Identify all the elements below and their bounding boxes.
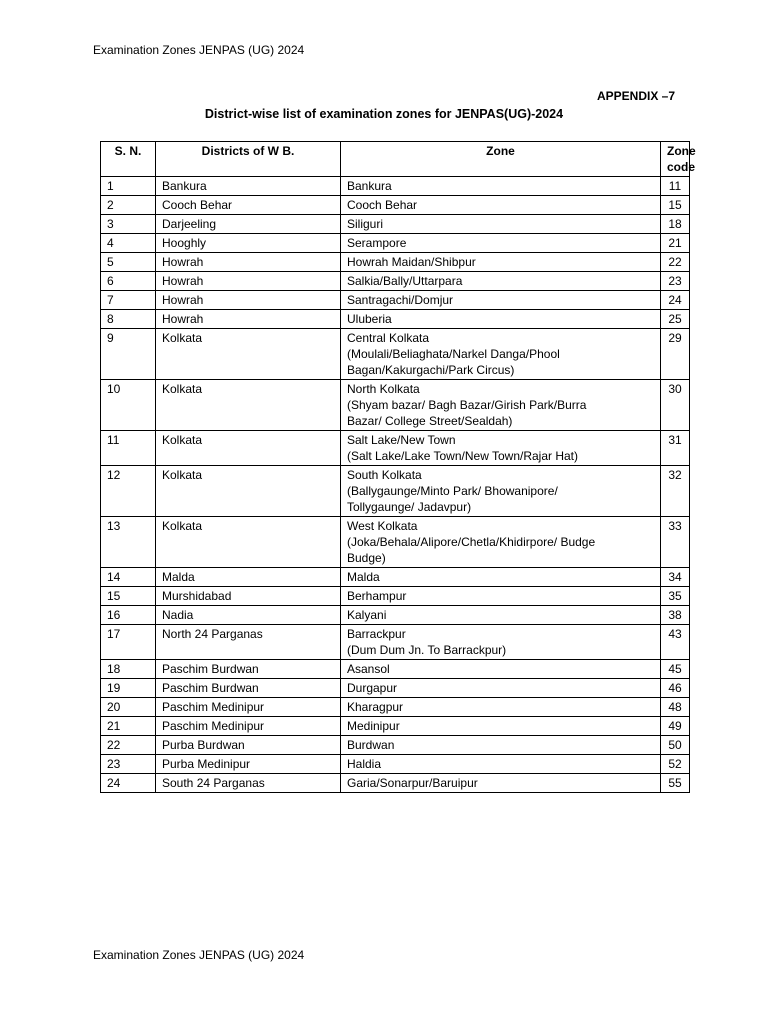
table-row	[101, 380, 690, 431]
zone-line: Berhampur	[347, 589, 407, 603]
table-row	[101, 755, 690, 774]
cell-zone-code: 15	[661, 196, 690, 215]
cell-zone-code: 46	[661, 679, 690, 698]
column-header-zone-code-line2: code	[667, 160, 696, 174]
cell-zone	[341, 234, 661, 253]
table-row	[101, 606, 690, 625]
cell-district: Kolkata	[156, 380, 341, 431]
cell-district: North 24 Parganas	[156, 625, 341, 660]
table-row	[101, 698, 690, 717]
zone-line: Asansol	[347, 662, 390, 676]
cell-zone	[341, 606, 661, 625]
cell-sn: 2	[101, 196, 156, 215]
cell-sn: 1	[101, 177, 156, 196]
cell-zone-code: 24	[661, 291, 690, 310]
zone-line: Kharagpur	[347, 700, 404, 714]
cell-district: Kolkata	[156, 517, 341, 568]
cell-district: Howrah	[156, 291, 341, 310]
table-row	[101, 774, 690, 793]
header-row	[101, 142, 690, 177]
zone-line: Central Kolkata	[347, 331, 430, 345]
cell-zone-code: 18	[661, 215, 690, 234]
table-row	[101, 679, 690, 698]
cell-zone	[341, 253, 661, 272]
cell-sn: 10	[101, 380, 156, 431]
zone-line: Serampore	[347, 236, 407, 250]
cell-zone-code: 30	[661, 380, 690, 431]
cell-district: Paschim Burdwan	[156, 660, 341, 679]
table-body	[101, 177, 690, 793]
cell-zone-code: 35	[661, 587, 690, 606]
cell-zone	[341, 774, 661, 793]
zone-line: Bagan/Kakurgachi/Park Circus)	[347, 363, 515, 377]
cell-sn: 17	[101, 625, 156, 660]
cell-zone	[341, 517, 661, 568]
column-header-zone: Zone	[341, 142, 661, 177]
table-row	[101, 431, 690, 466]
cell-zone-code: 38	[661, 606, 690, 625]
cell-sn: 9	[101, 329, 156, 380]
cell-sn: 5	[101, 253, 156, 272]
cell-zone	[341, 329, 661, 380]
cell-zone	[341, 587, 661, 606]
cell-zone	[341, 466, 661, 517]
zone-line: Bankura	[347, 179, 392, 193]
cell-zone-code: 50	[661, 736, 690, 755]
cell-zone	[341, 625, 661, 660]
zone-line: Bazar/ College Street/Sealdah)	[347, 414, 513, 428]
zone-line: Uluberia	[347, 312, 392, 326]
cell-zone-code: 23	[661, 272, 690, 291]
cell-sn: 11	[101, 431, 156, 466]
cell-district: Purba Burdwan	[156, 736, 341, 755]
cell-district: Darjeeling	[156, 215, 341, 234]
page-header: Examination Zones JENPAS (UG) 2024	[93, 43, 305, 57]
zone-line: (Shyam bazar/ Bagh Bazar/Girish Park/Burra	[347, 398, 587, 412]
cell-zone-code: 11	[661, 177, 690, 196]
cell-zone	[341, 380, 661, 431]
table-row	[101, 329, 690, 380]
cell-district: Kolkata	[156, 431, 341, 466]
cell-district: Nadia	[156, 606, 341, 625]
table-row	[101, 587, 690, 606]
table-row	[101, 291, 690, 310]
cell-sn: 24	[101, 774, 156, 793]
zone-line: Garia/Sonarpur/Baruipur	[347, 776, 478, 790]
cell-sn: 20	[101, 698, 156, 717]
cell-zone	[341, 291, 661, 310]
zones-table	[100, 141, 696, 793]
zone-line: Malda	[347, 570, 380, 584]
zone-line: (Salt Lake/Lake Town/New Town/Rajar Hat)	[347, 449, 578, 463]
cell-zone	[341, 177, 661, 196]
cell-district: Paschim Medinipur	[156, 698, 341, 717]
cell-zone	[341, 679, 661, 698]
table-row	[101, 310, 690, 329]
column-header-district: Districts of W B.	[156, 142, 341, 177]
table-row	[101, 568, 690, 587]
zone-line: Medinipur	[347, 719, 400, 733]
cell-zone-code: 48	[661, 698, 690, 717]
cell-zone-code: 49	[661, 717, 690, 736]
cell-sn: 6	[101, 272, 156, 291]
zone-line: Salt Lake/New Town	[347, 433, 456, 447]
table-row	[101, 234, 690, 253]
cell-district: Kolkata	[156, 466, 341, 517]
table-row	[101, 196, 690, 215]
zone-line: West Kolkata	[347, 519, 418, 533]
cell-sn: 22	[101, 736, 156, 755]
table-row	[101, 625, 690, 660]
table-row	[101, 717, 690, 736]
page-footer: Examination Zones JENPAS (UG) 2024	[93, 948, 305, 962]
zone-line: (Ballygaunge/Minto Park/ Bhowanipore/	[347, 484, 558, 498]
table-row	[101, 517, 690, 568]
cell-district: Bankura	[156, 177, 341, 196]
cell-zone-code: 29	[661, 329, 690, 380]
cell-district: Murshidabad	[156, 587, 341, 606]
zone-line: Durgapur	[347, 681, 398, 695]
appendix-label: APPENDIX –7	[596, 89, 675, 103]
table-row	[101, 466, 690, 517]
cell-district: Cooch Behar	[156, 196, 341, 215]
cell-sn: 3	[101, 215, 156, 234]
cell-zone	[341, 431, 661, 466]
zone-line: Barrackpur	[347, 627, 406, 641]
cell-zone-code: 25	[661, 310, 690, 329]
zone-line: Burdwan	[347, 738, 395, 752]
cell-sn: 12	[101, 466, 156, 517]
cell-district: Hooghly	[156, 234, 341, 253]
cell-sn: 21	[101, 717, 156, 736]
cell-sn: 7	[101, 291, 156, 310]
column-header-sn: S. N.	[101, 142, 156, 177]
cell-district: Malda	[156, 568, 341, 587]
cell-zone	[341, 568, 661, 587]
zone-line: South Kolkata	[347, 468, 422, 482]
zone-line: Siliguri	[347, 217, 384, 231]
zone-line: Santragachi/Domjur	[347, 293, 454, 307]
table-row	[101, 253, 690, 272]
cell-zone-code: 55	[661, 774, 690, 793]
zone-line: Kalyani	[347, 608, 387, 622]
zone-line: Tollygaunge/ Jadavpur)	[347, 500, 472, 514]
table-row	[101, 215, 690, 234]
cell-zone	[341, 736, 661, 755]
cell-sn: 14	[101, 568, 156, 587]
column-header-zone-code	[661, 142, 696, 177]
cell-zone	[341, 717, 661, 736]
zone-line: Haldia	[347, 757, 382, 771]
table-row	[101, 272, 690, 291]
cell-sn: 18	[101, 660, 156, 679]
cell-zone-code: 33	[661, 517, 690, 568]
cell-district: Howrah	[156, 310, 341, 329]
cell-sn: 19	[101, 679, 156, 698]
cell-zone	[341, 755, 661, 774]
cell-zone	[341, 272, 661, 291]
cell-district: Howrah	[156, 272, 341, 291]
cell-zone-code: 45	[661, 660, 690, 679]
cell-district: Purba Medinipur	[156, 755, 341, 774]
zone-line: Budge)	[347, 551, 386, 565]
cell-zone-code: 22	[661, 253, 690, 272]
table-header	[101, 142, 696, 177]
cell-zone	[341, 196, 661, 215]
zone-line: Salkia/Bally/Uttarpara	[347, 274, 463, 288]
cell-sn: 23	[101, 755, 156, 774]
cell-zone	[341, 310, 661, 329]
cell-zone	[341, 660, 661, 679]
cell-district: Paschim Burdwan	[156, 679, 341, 698]
cell-zone-code: 32	[661, 466, 690, 517]
cell-sn: 15	[101, 587, 156, 606]
cell-sn: 16	[101, 606, 156, 625]
column-header-zone-code-line1: Zone	[667, 144, 696, 158]
cell-sn: 13	[101, 517, 156, 568]
cell-district: Howrah	[156, 253, 341, 272]
cell-zone	[341, 215, 661, 234]
cell-sn: 4	[101, 234, 156, 253]
cell-district: Paschim Medinipur	[156, 717, 341, 736]
zone-line: (Joka/Behala/Alipore/Chetla/Khidirpore/ Budge	[347, 535, 596, 549]
table-row	[101, 177, 690, 196]
cell-zone-code: 34	[661, 568, 690, 587]
cell-zone-code: 43	[661, 625, 690, 660]
table-row	[101, 736, 690, 755]
cell-zone	[341, 698, 661, 717]
cell-zone-code: 31	[661, 431, 690, 466]
zone-line: North Kolkata	[347, 382, 420, 396]
cell-sn: 8	[101, 310, 156, 329]
zone-line: (Moulali/Beliaghata/Narkel Danga/Phool	[347, 347, 560, 361]
cell-zone-code: 21	[661, 234, 690, 253]
zone-line: Cooch Behar	[347, 198, 418, 212]
table-row	[101, 660, 690, 679]
zone-line: (Dum Dum Jn. To Barrackpur)	[347, 643, 507, 657]
document-title: District-wise list of examination zones for JENPAS(UG)-2024	[204, 107, 564, 121]
cell-district: South 24 Parganas	[156, 774, 341, 793]
cell-zone-code: 52	[661, 755, 690, 774]
cell-district: Kolkata	[156, 329, 341, 380]
zone-line: Howrah Maidan/Shibpur	[347, 255, 476, 269]
